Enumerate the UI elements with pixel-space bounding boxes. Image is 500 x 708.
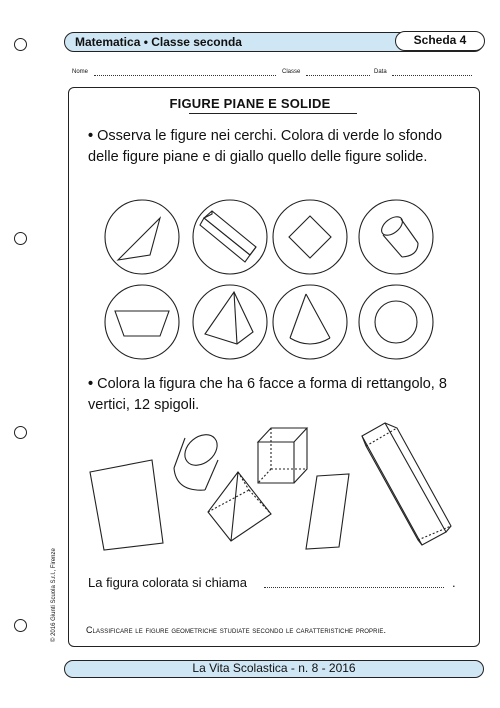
cylinder-solid[interactable] [174, 428, 223, 490]
cylinder-icon [378, 213, 418, 257]
circle-icon [375, 301, 417, 343]
footer-bar: La Vita Scolastica - n. 8 - 2016 [64, 660, 484, 678]
name-label: Nome [72, 69, 89, 75]
figure-circle-circle[interactable] [359, 285, 433, 359]
figure-circle-pyramid[interactable] [193, 285, 267, 359]
header-subject: Matematica • Classe seconda [75, 35, 242, 49]
date-label: Data [374, 69, 387, 75]
cube-solid[interactable] [258, 428, 307, 483]
answer-sentence: La figura colorata si chiama [88, 575, 247, 590]
figure-circle-prism[interactable] [193, 200, 267, 274]
exercise-1-text: Osserva le figure nei cerchi. Colora di verde lo sfondo delle figure piane e di giallo quello delle figure solide. [88, 128, 443, 165]
rectangle-thin-shape[interactable] [306, 474, 349, 549]
learning-objective: Classificare le figure geometriche studiate secondo le caratteristiche proprie. [86, 625, 387, 635]
figure-circle-triangle[interactable] [105, 200, 179, 274]
copyright-note: © 2016 Giunti Scuola S.r.l., Firenze [51, 548, 57, 642]
pyramid-solid[interactable] [208, 472, 271, 541]
figure-circle-cone[interactable] [273, 285, 347, 359]
cone-icon [290, 294, 330, 344]
trapezoid-icon [115, 311, 169, 336]
rectangle-shape[interactable] [90, 460, 163, 550]
rectangular-prism-solid[interactable] [362, 423, 451, 545]
bullet-1: • [88, 128, 94, 144]
answer-line[interactable] [264, 587, 444, 588]
prism-icon [200, 211, 256, 262]
square-icon [289, 216, 331, 258]
answer-period: . [452, 575, 456, 590]
exercise-2-text: Colora la figura che ha 6 facce a forma di rettangolo, 8 vertici, 12 spigoli. [88, 376, 447, 413]
figure-circle-square[interactable] [273, 200, 347, 274]
page-title: FIGURE PIANE E SOLIDE [169, 96, 331, 111]
figure-circle-trapezoid[interactable] [105, 285, 179, 359]
figure-circle-cylinder[interactable] [359, 200, 433, 274]
class-label: Classe [282, 69, 301, 75]
triangle-icon [118, 218, 160, 260]
pyramid-icon [205, 292, 253, 344]
sheet-tab: Scheda 4 [395, 31, 485, 51]
bullet-2: • [88, 376, 94, 392]
